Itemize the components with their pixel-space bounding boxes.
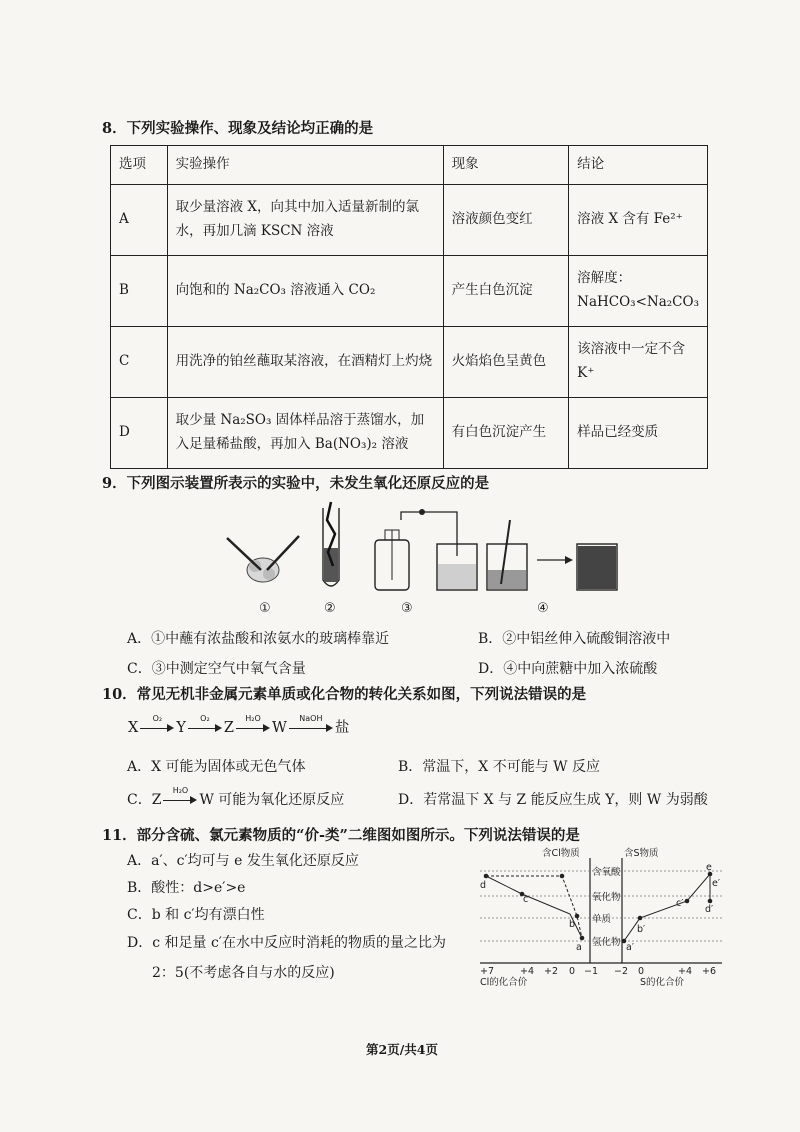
header-operation: 实验操作 <box>167 146 443 185</box>
q10-option-c <box>127 786 345 809</box>
point-e-prime: e′ <box>712 878 721 889</box>
header-conclusion: 结论 <box>569 146 708 185</box>
cl-axis-label: Cl的化合价 <box>480 977 528 986</box>
arrow-label-o2: O₂ <box>200 714 210 723</box>
category-hydride: 氢化物 <box>592 937 621 948</box>
chain-salt: 盐 <box>334 720 350 736</box>
page-footer: 第2页/共4页 <box>366 1042 438 1057</box>
row-conclusion: 溶解度：NaHCO₃<Na₂CO₃ <box>569 256 708 327</box>
arrow-h2o <box>163 786 197 805</box>
apparatus-1-glass-rods-icon <box>227 536 299 582</box>
q9-stem: 9．下列图示装置所表示的实验中，未发生氧化还原反应的是 <box>102 475 490 492</box>
arrow-label-h2o: H₂O <box>245 714 261 723</box>
table-row <box>111 185 708 256</box>
point-a: a <box>576 942 582 953</box>
q11-option-c: C．b 和 c′均有漂白性 <box>127 907 265 923</box>
label-3: ③ <box>401 601 413 616</box>
option-c-suffix: W 可能为氧化还原反应 <box>199 792 345 808</box>
label-2: ② <box>324 601 336 616</box>
q9-apparatus-figure <box>225 500 625 618</box>
apparatus-4-sugar-beaker-icon <box>487 520 617 590</box>
chain-z: Z <box>223 720 234 736</box>
apparatus-2-test-tube-icon <box>323 502 339 586</box>
tick-s-0: 0 <box>638 966 645 977</box>
q10-conversion-chain <box>128 716 349 737</box>
s-title: 含S物质 <box>624 848 659 859</box>
row-conclusion: 样品已经变质 <box>569 398 708 469</box>
point-a-prime: a′ <box>626 942 634 953</box>
q10-option-b: B．常温下，X 不可能与 W 反应 <box>398 759 600 775</box>
label-4: ④ <box>537 601 549 616</box>
label-1: ① <box>259 601 271 616</box>
row-phenomenon: 产生白色沉淀 <box>443 256 569 327</box>
q10-option-a: A．X 可能为固体或无色气体 <box>127 759 306 775</box>
row-option: C <box>111 327 168 398</box>
q11-option-a: A．a′、c′均可与 e 发生氧化还原反应 <box>127 853 359 869</box>
arrow-h2o <box>236 714 270 733</box>
q8-stem: 8．下列实验操作、现象及结论均正确的是 <box>102 120 374 137</box>
tick-cl-0: 0 <box>569 966 576 977</box>
row-phenomenon: 有白色沉淀产生 <box>443 398 569 469</box>
chain-y: Y <box>176 720 186 736</box>
row-phenomenon: 火焰焰色呈黄色 <box>443 327 569 398</box>
point-e: e <box>706 862 712 873</box>
table-row <box>111 327 708 398</box>
category-element: 单质 <box>592 914 612 925</box>
option-c-prefix: C．Z <box>127 792 162 808</box>
tick-s-+6: +6 <box>702 966 717 977</box>
row-operation: 取少量 Na₂SO₃ 固体样品溶于蒸馏水，加入足量稀盐酸，再加入 Ba(NO₃)₂ 溶液 <box>167 398 443 469</box>
tick-s-+4: +4 <box>678 966 693 977</box>
category-oxide: 氧化物 <box>592 892 621 903</box>
row-option: B <box>111 256 168 327</box>
tick-cl-+4: +4 <box>520 966 535 977</box>
point-d: d <box>480 880 487 891</box>
point-b-prime: b′ <box>637 924 646 935</box>
arrow-naoh <box>289 714 333 733</box>
table-row <box>111 398 708 469</box>
tick-cl-minus1: −1 <box>584 966 599 977</box>
q10-stem: 10．常见无机非金属元素单质或化合物的转化关系如图，下列说法错误的是 <box>102 686 587 703</box>
row-option: D <box>111 398 168 469</box>
tick-s-minus2: −2 <box>614 966 629 977</box>
arrow-o2 <box>140 714 174 733</box>
q9-option-b: B．②中铝丝伸入硫酸铜溶液中 <box>478 631 671 647</box>
tick-cl-+7: +7 <box>480 966 495 977</box>
table-row <box>111 256 708 327</box>
point-c-prime: c′ <box>676 898 684 909</box>
header-phenomenon: 现象 <box>443 146 569 185</box>
cl-title: 含Cl物质 <box>542 848 580 859</box>
row-operation: 取少量溶液 X，向其中加入适量新制的氯水，再加几滴 KSCN 溶液 <box>167 185 443 256</box>
header-option: 选项 <box>111 146 168 185</box>
q10-option-d: D．若常温下 X 与 Z 能反应生成 Y，则 W 为弱酸 <box>398 792 708 808</box>
table-header-row <box>111 146 708 185</box>
q11-option-b: B．酸性：d>e′>e <box>127 880 246 896</box>
arrow-o2 <box>188 714 222 733</box>
q9-option-d: D．④中向蔗糖中加入浓硫酸 <box>478 661 658 677</box>
s-axis-label: S的化合价 <box>640 977 685 986</box>
q9-option-c: C．③中测定空气中氧气含量 <box>127 661 306 677</box>
row-option: A <box>111 185 168 256</box>
q11-option-d-line2: 2：5(不考虑各自与水的反应) <box>152 965 335 981</box>
tick-cl-+2: +2 <box>544 966 559 977</box>
point-b: b <box>569 919 576 930</box>
arrow-label-o2: O₂ <box>152 714 163 723</box>
chain-x: X <box>128 720 139 736</box>
point-c: c <box>523 894 529 905</box>
category-oxyacid: 含氧酸 <box>592 867 621 878</box>
q11-stem: 11．部分含硫、氯元素物质的“价-类”二维图如图所示。下列说法错误的是 <box>102 827 580 844</box>
chain-w: W <box>271 720 287 736</box>
arrow-label-naoh: NaOH <box>299 714 323 723</box>
q11-option-d-line1: D．c 和足量 c′在水中反应时消耗的物质的量之比为 <box>127 935 446 951</box>
row-phenomenon: 溶液颜色变红 <box>443 185 569 256</box>
row-operation: 向饱和的 Na₂CO₃ 溶液通入 CO₂ <box>167 256 443 327</box>
point-d-prime: d′ <box>705 904 714 915</box>
row-conclusion: 溶液 X 含有 Fe²⁺ <box>569 185 708 256</box>
q8-table <box>110 145 708 469</box>
apparatus-3-oxygen-measurement-icon <box>375 509 477 590</box>
arrow-label-h2o: H₂O <box>172 786 189 795</box>
row-operation: 用洗净的铂丝蘸取某溶液，在酒精灯上灼烧 <box>167 327 443 398</box>
row-conclusion: 该溶液中一定不含 K⁺ <box>569 327 708 398</box>
q9-option-a: A．①中蘸有浓盐酸和浓氨水的玻璃棒靠近 <box>127 631 390 647</box>
valence-class-chart <box>472 846 730 986</box>
